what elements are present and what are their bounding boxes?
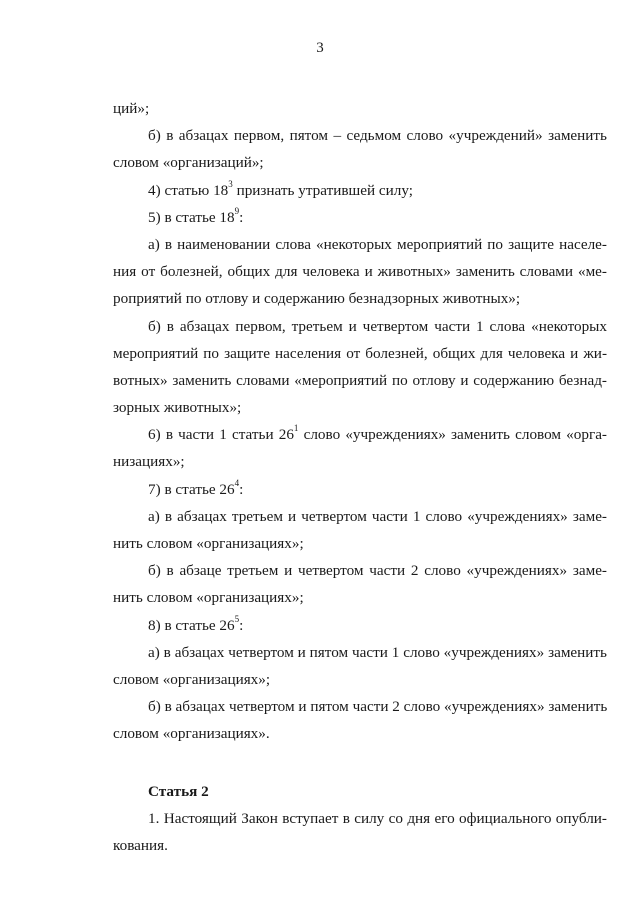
article-heading: Статья 2 [148,782,209,800]
spacer [113,748,607,778]
line-tail: : [239,480,244,498]
text-line: нить словом «организациях»; [113,535,304,552]
line-text: 5) в статье 18 [148,208,235,226]
text-line: б) в абзацах первом, пятом – седьмом слово «учреждений» заменить [148,127,607,145]
text-line [113,612,607,639]
superscript: 4 [234,477,240,488]
text-line: словом «организациях»; [113,670,271,688]
line-text: 8) в статье 26 [148,616,235,634]
text-line: б) в абзацах четвертом и пятом части 2 слово «учреждениях» заменить [148,698,608,716]
text-line: а) в абзацах третьем и четвертом части 1 слово «учреждениях» заме- [148,507,607,525]
text-line: низациях»; [113,453,185,471]
text-line: ния от болезней, общих для человека и животных» заменить словами «ме- [113,263,607,281]
text-line: мероприятий по защите населения от болезней, общих для человека и жи- [113,344,607,362]
text-line: б) в абзацах первом, третьем и четвертом части 1 слова «некоторых [148,317,607,335]
text-line [113,204,607,231]
text-line: вотных» заменить словами «мероприятий по отлову и содержанию безнад- [113,371,607,389]
text-line: кования. [113,836,168,854]
text-line: ций»; [113,100,150,117]
text-line: словом «организаций»; [113,154,264,172]
document-body [113,95,607,859]
line-tail: слово «учреждениях» заменить словом «орга- [298,426,607,444]
text-line [113,476,607,503]
text-line [113,177,607,204]
text-line: б) в абзаце третьем и четвертом части 2 слово «учреждениях» заме- [148,562,607,580]
text-line: словом «организациях». [113,725,270,743]
text-line: роприятий по отлову и содержанию безнадзорных животных»; [113,290,521,308]
text-line: а) в абзацах четвертом и пятом части 1 слово «учреждениях» заменить [148,643,607,661]
line-text: 4) статью 18 [148,181,229,199]
superscript: 9 [234,205,240,216]
text-line: 1. Настоящий Закон вступает в силу со дня его официального опубли- [148,809,607,827]
line-text: 6) в части 1 статьи 26 [148,426,294,444]
line-tail: признать утратившей силу; [232,181,413,199]
superscript: 3 [228,178,233,189]
line-text: 7) в статье 26 [148,480,235,498]
text-line: а) в наименовании слова «некоторых мероприятий по защите населе- [148,235,607,253]
text-line: нить словом «организациях»; [113,589,304,607]
line-tail: : [239,616,244,634]
text-line [113,421,607,448]
superscript: 5 [234,613,240,624]
line-tail: : [239,208,244,226]
superscript: 1 [293,423,299,434]
text-line: зорных животных»; [113,399,242,417]
page-number: 3 [316,40,324,56]
